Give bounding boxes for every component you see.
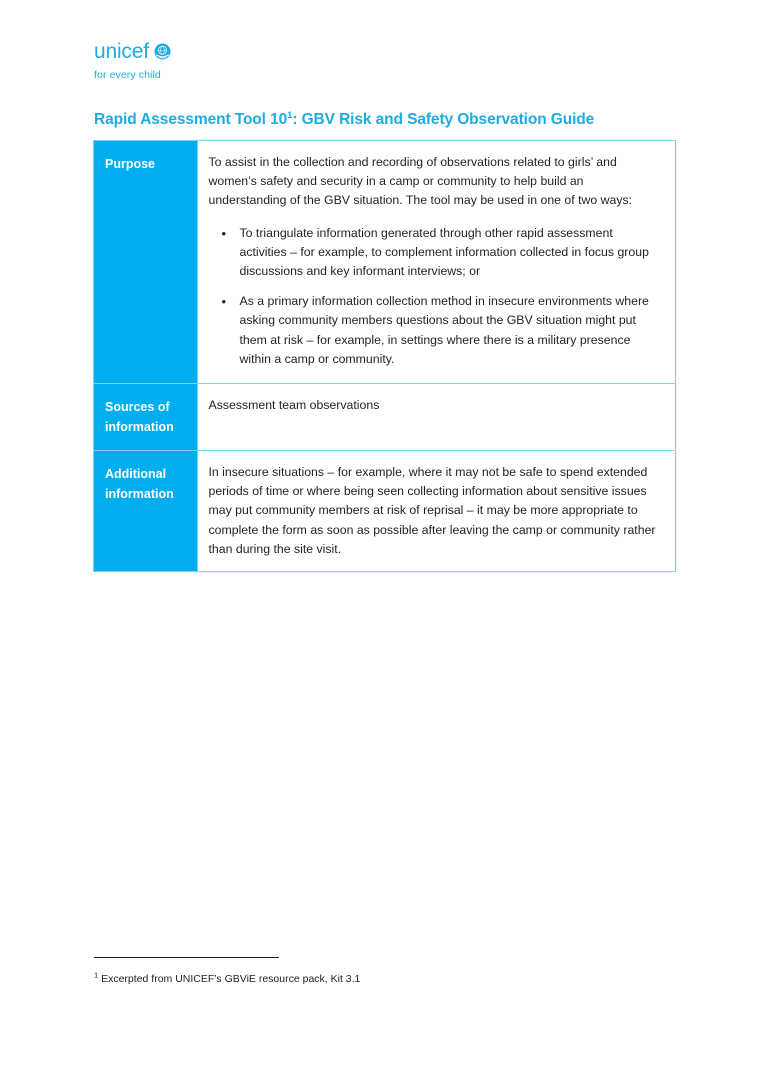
list-item-text: As a primary information collection method in insecure environments where asking community members questions about the GBV situation might put them at risk – for example, in settings where there is a military presence within a camp or community. [239,294,649,366]
purpose-intro-text: To assist in the collection and recording of observations related to girls’ and women’s safety and security in a camp or community to help build an understanding of the GBV situation. The tool may be used in one of two ways: [208,155,633,208]
sources-intro-text: Assessment team observations [208,398,380,413]
unicef-wordmark: unicef [94,39,149,63]
table-row [94,384,675,451]
page-title-subtitle: : GBV Risk and Safety Observation Guide [292,111,595,129]
tool-info-table [93,140,676,572]
table-row [94,141,675,384]
list-item [209,224,664,282]
row-content-purpose [197,141,675,384]
row-label-purpose: Purpose [94,141,197,384]
footnote-text: Excerpted from UNICEF’s GBViE resource pack, Kit 3.1 [98,973,361,985]
row-label-sources-of-information: Sources of information [94,384,197,451]
row-label-additional-information: Additional information [94,451,197,572]
unicef-logo [94,40,314,81]
footnote-marker: 1 [94,970,99,980]
row-content-additional-information [197,451,675,572]
footnote-separator [94,957,279,958]
page-title-footnote-marker: 1 [287,110,293,122]
table-row [94,451,675,572]
page-title-main: Rapid Assessment Tool 10 [94,111,288,129]
bullet-dot-icon: • [221,225,227,241]
list-item-text: To triangulate information generated through other rapid assessment activities – for example, to complement information collected in focus group discussions and key informant interviews; or [239,225,649,279]
row-content-sources-of-information [197,384,675,451]
logo-wordmark-row [94,40,314,62]
footnote [94,972,360,986]
bullet-dot-icon: • [221,294,227,310]
page-title [94,110,694,130]
list-item [209,292,664,369]
unicef-tagline: for every child [94,69,161,81]
purpose-bullet-list [209,224,664,369]
additional-intro-text: In insecure situations – for example, where it may not be safe to spend extended periods of time or where being seen collecting information about sensitive issues may put community members at risk of reprisal – it may be more appropriate to complete the form as soon as possible after leaving the camp or community rather than during the site visit. [208,465,656,556]
unicef-globe-emblem-icon [154,43,171,60]
